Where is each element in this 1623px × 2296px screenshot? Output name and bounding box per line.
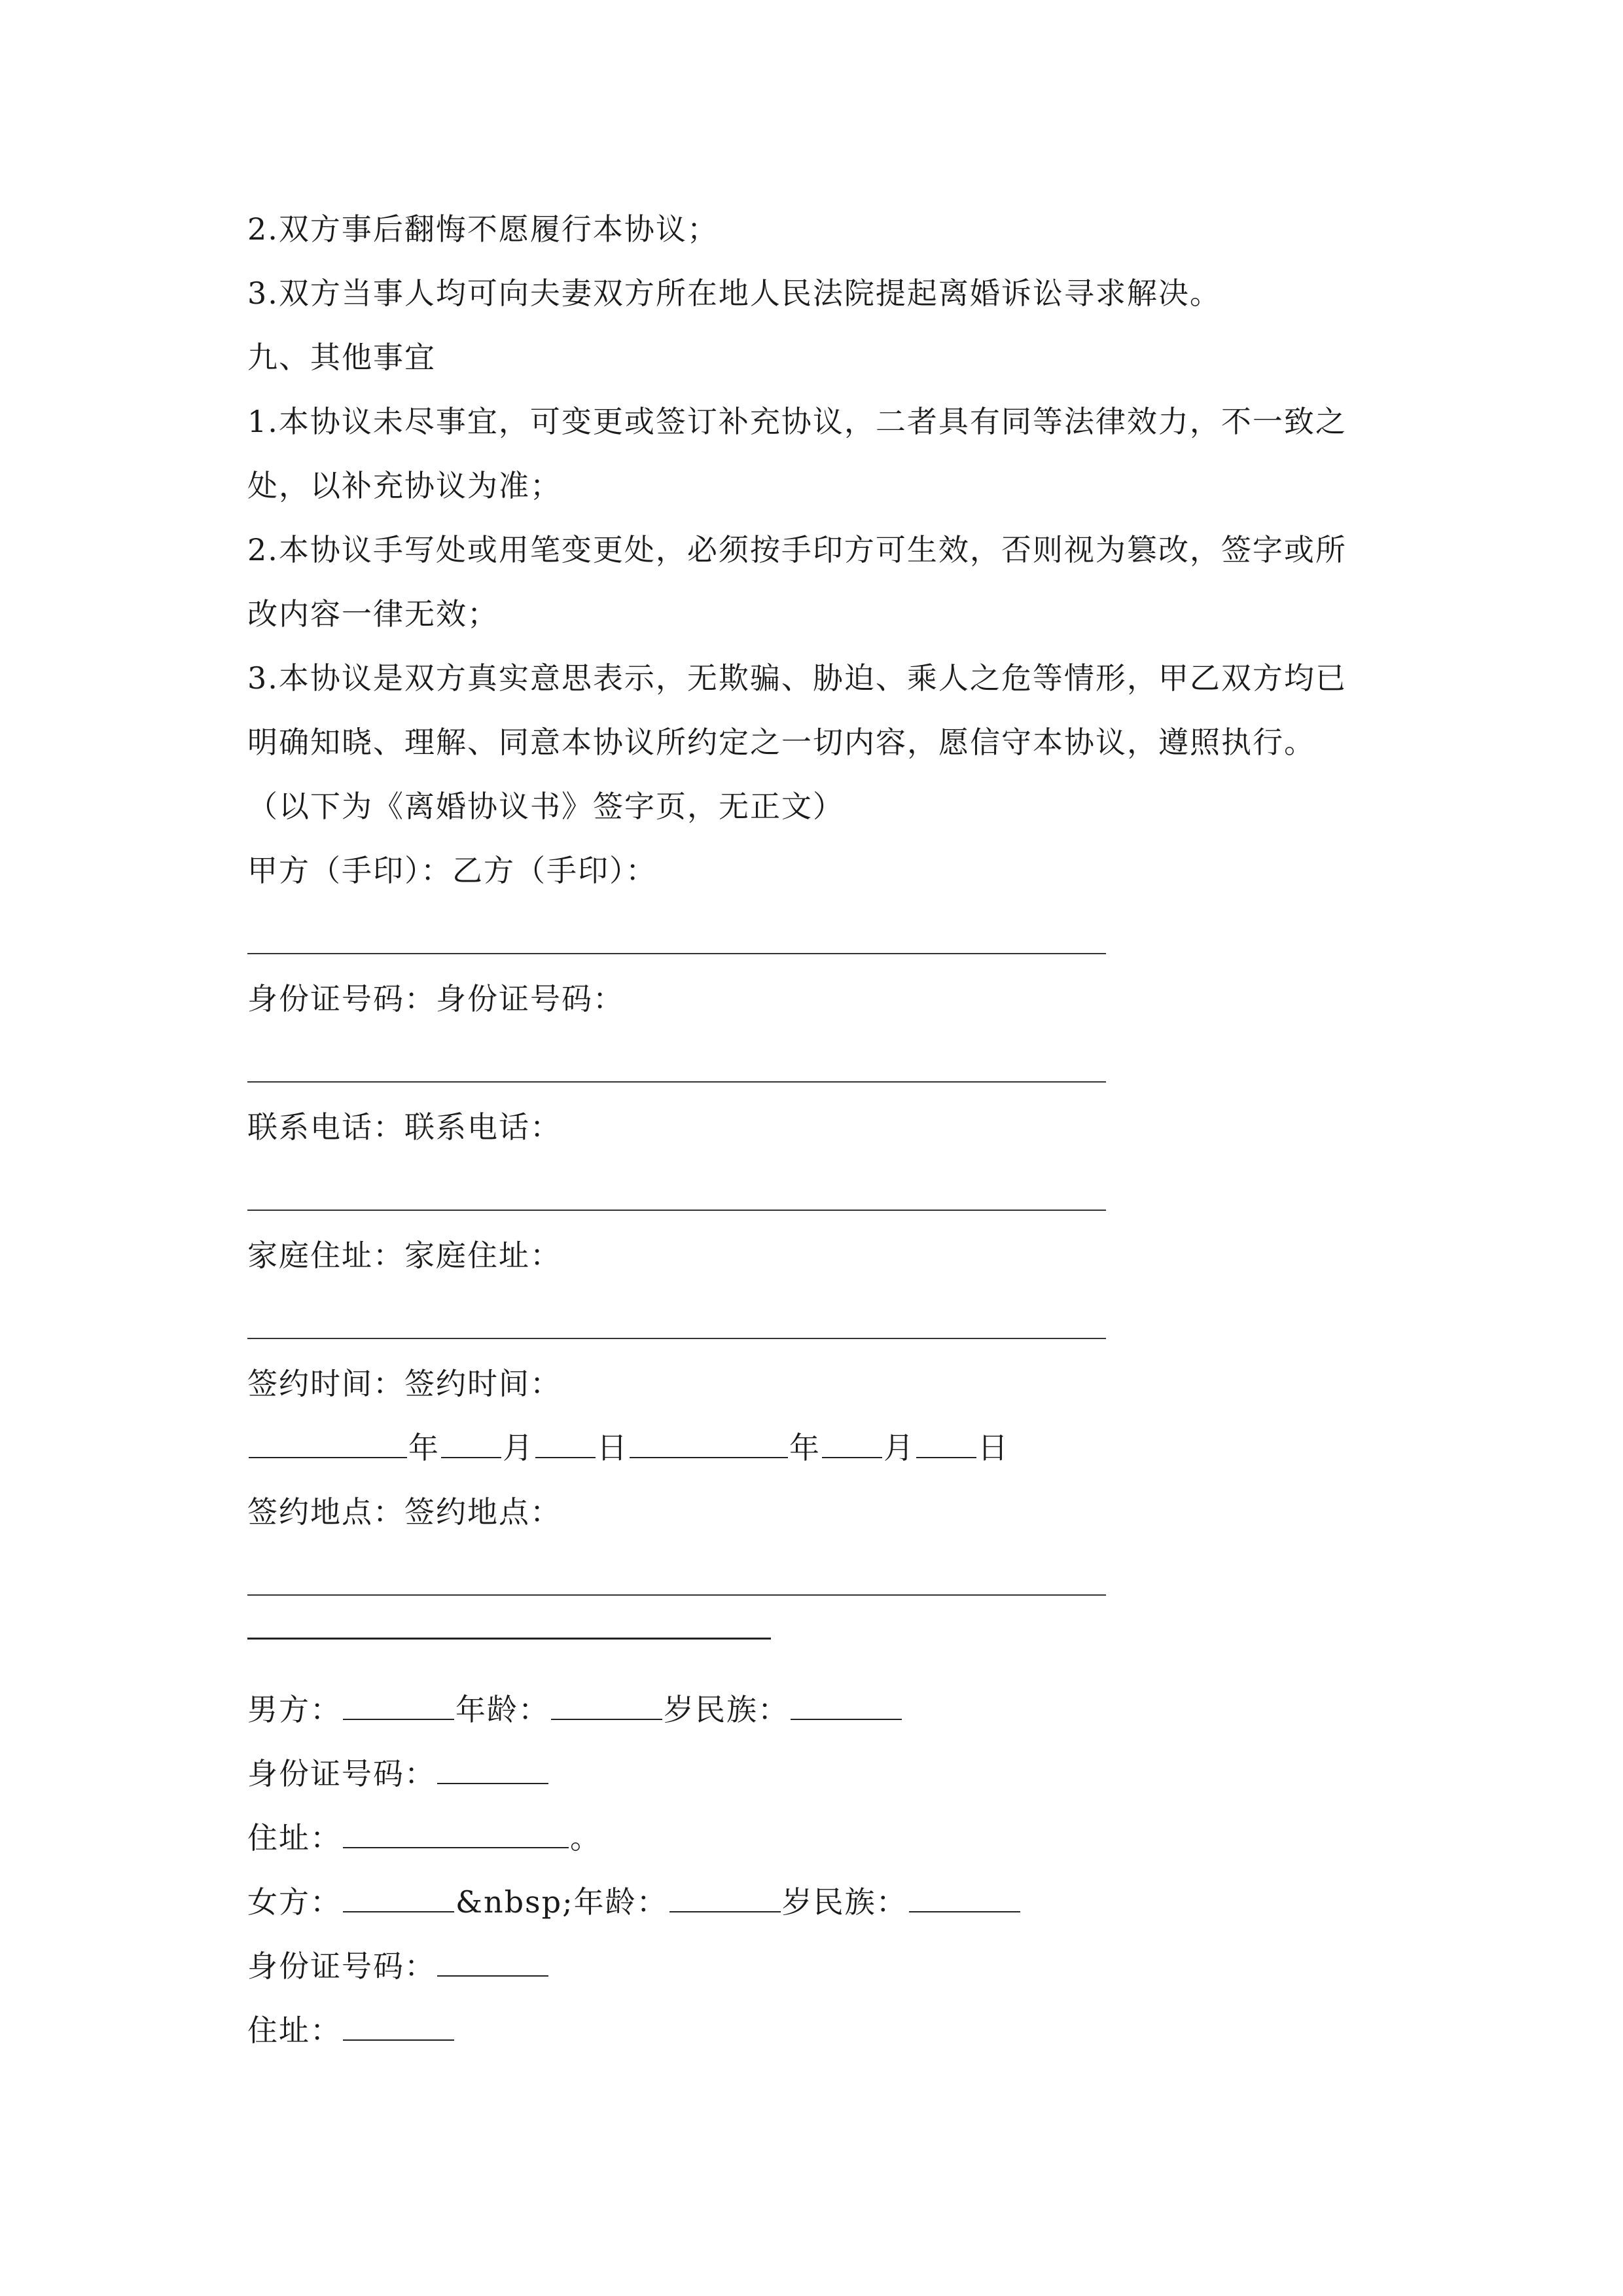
male-id-blank[interactable] [437, 1754, 548, 1784]
male-ethnicity-blank[interactable] [791, 1690, 902, 1720]
year-blank[interactable] [249, 1428, 407, 1458]
phone-line[interactable] [247, 1210, 1106, 1211]
female-name-blank[interactable] [343, 1882, 454, 1912]
day-blank[interactable] [535, 1428, 596, 1458]
sign-place-label: 签约地点：签约地点： [247, 1494, 562, 1530]
text-line: 改内容一律无效； [247, 596, 499, 632]
female-ethnicity-blank[interactable] [909, 1882, 1020, 1912]
male-address-row [247, 1818, 601, 1857]
sign-place-line[interactable] [247, 1594, 1106, 1596]
parties-label: 甲方（手印）：乙方（手印）： [247, 853, 657, 888]
male-age-blank[interactable] [551, 1690, 662, 1720]
phone-label: 联系电话：联系电话： [247, 1109, 562, 1145]
year-label: 年 [408, 1430, 440, 1465]
signature-line[interactable] [247, 953, 1106, 954]
female-age-blank[interactable] [669, 1882, 781, 1912]
female-address-row [247, 2011, 455, 2050]
text-line: 2.本协议手写处或用笔变更处，必须按手印方可生效，否则视为篡改，签字或所 [247, 532, 1347, 567]
id-number-label: 身份证号码：身份证号码： [247, 981, 624, 1016]
male-address-blank[interactable] [343, 1818, 569, 1848]
text-line: 2.双方事后翻悔不愿履行本协议； [247, 211, 719, 247]
female-ethnicity-label: 岁民族： [781, 1884, 908, 1920]
male-ethnicity-label: 岁民族： [664, 1692, 789, 1727]
month-blank[interactable] [441, 1428, 501, 1458]
text-line: 明确知晓、理解、同意本协议所约定之一切内容，愿信守本协议，遵照执行。 [247, 725, 1315, 760]
section-divider [247, 1638, 771, 1640]
text-line: 3.双方当事人均可向夫妻双方所在地人民法院提起离婚诉讼寻求解决。 [247, 276, 1221, 311]
year-label: 年 [789, 1430, 821, 1465]
day-label: 日 [978, 1430, 1009, 1465]
address-line[interactable] [247, 1338, 1106, 1339]
female-info-row [247, 1882, 1022, 1922]
male-name-blank[interactable] [343, 1690, 454, 1720]
female-label: 女方： [247, 1884, 342, 1920]
text-line: 3.本协议是双方真实意思表示，无欺骗、胁迫、乘人之危等情形，甲乙双方均已 [247, 660, 1347, 696]
male-age-label: 年龄： [455, 1692, 550, 1727]
text-line: （以下为《离婚协议书》签字页，无正文） [247, 789, 844, 824]
male-address-end: 。 [570, 1820, 601, 1856]
text-line: 1.本协议未尽事宜，可变更或签订补充协议，二者具有同等法律效力，不一致之 [247, 404, 1347, 439]
month-label: 月 [503, 1430, 534, 1465]
day-label: 日 [597, 1430, 628, 1465]
date-row [247, 1428, 1009, 1467]
male-label: 男方： [247, 1692, 342, 1727]
female-id-label: 身份证号码： [247, 1948, 436, 1984]
text-line: 处，以补充协议为准； [247, 468, 562, 503]
female-age-label: &nbsp;年龄： [455, 1884, 668, 1920]
month-blank[interactable] [822, 1428, 882, 1458]
female-id-row [247, 1946, 550, 1986]
female-address-label: 住址： [247, 2013, 342, 2048]
male-info-row [247, 1690, 903, 1729]
month-label: 月 [883, 1430, 915, 1465]
female-address-blank[interactable] [343, 2011, 454, 2041]
male-address-label: 住址： [247, 1820, 342, 1856]
address-label: 家庭住址：家庭住址： [247, 1238, 562, 1273]
male-id-label: 身份证号码： [247, 1756, 436, 1791]
day-blank[interactable] [916, 1428, 976, 1458]
section-heading: 九、其他事宜 [247, 340, 436, 375]
year-blank[interactable] [630, 1428, 788, 1458]
id-number-line[interactable] [247, 1081, 1106, 1083]
female-id-blank[interactable] [437, 1946, 548, 1977]
male-id-row [247, 1754, 550, 1793]
sign-time-label: 签约时间：签约时间： [247, 1366, 562, 1401]
